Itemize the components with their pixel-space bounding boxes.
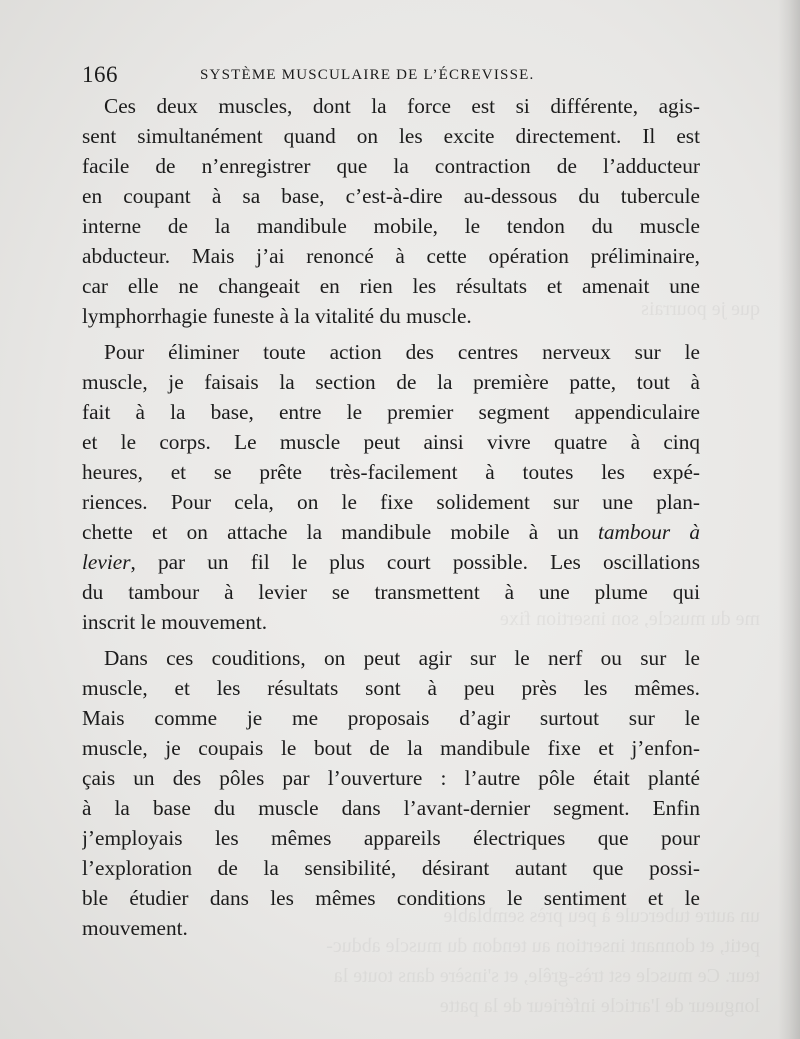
italic-term: levier (82, 550, 131, 574)
bleed-through-text: un autre tubercule à peu près semblable (443, 905, 760, 927)
running-head (82, 62, 702, 88)
bleed-through-text: longueur de l'article inférieur de la patte (439, 995, 760, 1017)
text-line: interne de la mandibule mobile, le tendon du muscle (82, 214, 700, 238)
paragraph (82, 337, 700, 637)
bleed-through-text: teur. Ce muscle est très-grêle, et s'insère dans toute la (333, 965, 760, 987)
text-line: facile de n’enregistrer que la contraction de l’adducteur (82, 154, 700, 178)
text-line: chette et on attache la mandibule mobile à un tambour à (82, 520, 700, 544)
text-line: Mais comme je me proposais d’agir surtout sur le (82, 706, 700, 730)
bleed-through-text: me du muscle, son insertion fixe (500, 608, 760, 630)
text-line: levier, par un fil le plus court possible. Les oscillations (82, 550, 700, 574)
text-line: à la base du muscle dans l’avant-dernier segment. Enfin (82, 796, 700, 820)
bleed-through-text: petit, et donnant insertion au tendon du muscle abduc- (326, 935, 760, 957)
text-line: Pour éliminer toute action des centres nerveux sur le (104, 340, 700, 364)
page-number: 166 (82, 62, 118, 87)
text-line: j’employais les mêmes appareils électriques que pour (82, 826, 700, 850)
text-line: muscle, je faisais la section de la première patte, tout à (82, 370, 700, 394)
paragraph (82, 643, 700, 943)
text-line: heures, et se prête très-facilement à toutes les expé- (82, 460, 700, 484)
text-line: du tambour à levier se transmettent à une plume qui (82, 580, 700, 604)
text-line: çais un des pôles par l’ouverture : l’autre pôle était planté (82, 766, 700, 790)
italic-term: tambour à (597, 520, 700, 544)
text-line: mouvement. (82, 916, 188, 940)
text-line: en coupant à sa base, c’est-à-dire au-dessous du tubercule (82, 184, 700, 208)
text-line: sent simultanément quand on les excite directement. Il est (82, 124, 700, 148)
body-text (82, 91, 700, 943)
bleed-through-text: que je pourrais (641, 298, 760, 320)
text-line: Dans ces couditions, on peut agir sur le nerf ou sur le (104, 646, 700, 670)
text-line: ble étudier dans les mêmes conditions le sentiment et le (82, 886, 700, 910)
text-line: muscle, et les résultats sont à peu près les mêmes. (82, 676, 700, 700)
text-line: car elle ne changeait en rien les résultats et amenait une (82, 274, 700, 298)
text-line: Ces deux muscles, dont la force est si différente, agis- (104, 94, 700, 118)
text-line: riences. Pour cela, on le fixe solidement sur une plan- (82, 490, 700, 514)
paragraph (82, 91, 700, 331)
page-edge-shadow (778, 0, 800, 1039)
text-line: muscle, je coupais le bout de la mandibule fixe et j’enfon- (82, 736, 700, 760)
text-line: et le corps. Le muscle peut ainsi vivre quatre à cinq (82, 430, 700, 454)
text-line: lymphorrhagie funeste à la vitalité du muscle. (82, 304, 472, 328)
text-line: fait à la base, entre le premier segment appendiculaire (82, 400, 700, 424)
running-head-title: SYSTÈME MUSCULAIRE DE L’ÉCREVISSE. (200, 67, 535, 83)
text-line: inscrit le mouvement. (82, 610, 268, 634)
text-line: l’exploration de la sensibilité, désirant autant que possi- (82, 856, 700, 880)
text-line: abducteur. Mais j’ai renoncé à cette opération préliminaire, (82, 244, 700, 268)
